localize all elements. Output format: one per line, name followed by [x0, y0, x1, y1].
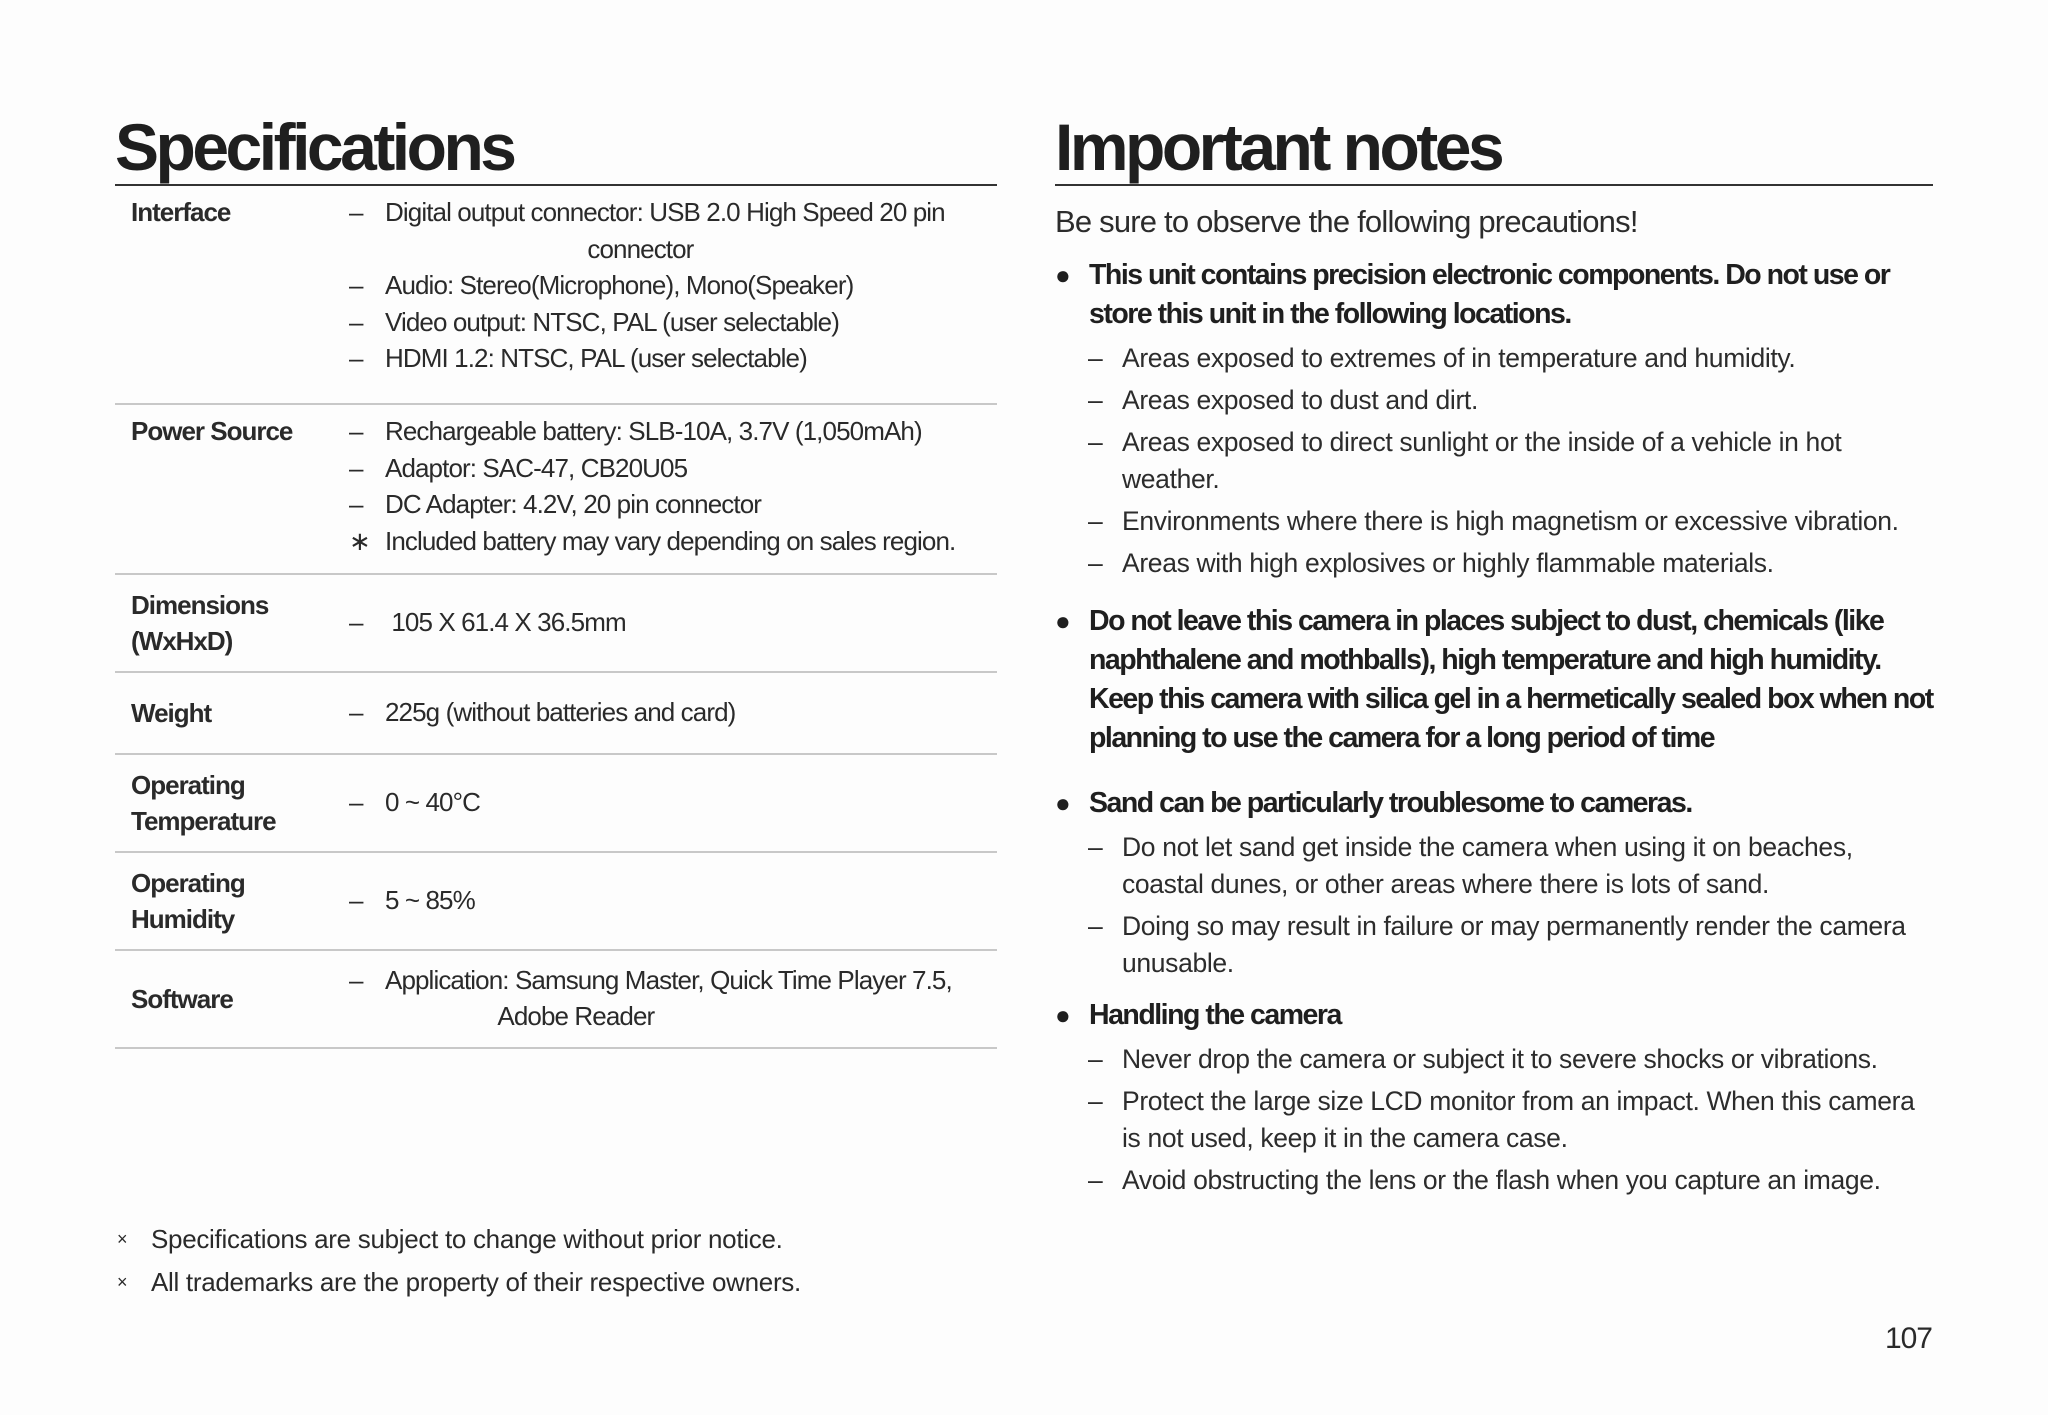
list-item-text: Do not let sand get inside the camera when using it on beaches, coastal dunes, or other areas where there is lots of sand.	[1122, 832, 1853, 899]
spec-value-text: 5 ~ 85%	[385, 884, 475, 915]
list-item: – Areas with high explosives or highly flammable materials.	[1055, 545, 1933, 582]
spec-value-text: Included battery may vary depending on sales region.	[385, 525, 956, 556]
list-item-text: Never drop the camera or subject it to severe shocks or vibrations.	[1122, 1044, 1878, 1074]
list-item: – Environments where there is high magnetism or excessive vibration.	[1055, 503, 1933, 540]
spec-values	[346, 954, 997, 1045]
list-item-text: Areas exposed to dust and dirt.	[1122, 385, 1478, 415]
spec-line: – 225g (without batteries and card)	[346, 694, 997, 731]
spec-label: Operating Humidity	[131, 868, 245, 934]
footnote-text: Specifications are subject to change without prior notice.	[151, 1224, 783, 1254]
section-heading	[1055, 784, 1933, 823]
spec-row-interface	[115, 186, 997, 405]
spec-label: Dimensions (WxHxD)	[131, 590, 269, 656]
spec-value-text: Digital output connector: USB 2.0 High Speed 20 pin	[385, 197, 945, 227]
bullet-icon: ●	[1055, 606, 1070, 636]
spec-line: – Adaptor: SAC-47, CB20U05	[346, 450, 997, 487]
spec-line: – 0 ~ 40°C	[346, 784, 997, 821]
spec-line: – HDMI 1.2: NTSC, PAL (user selectable)	[346, 340, 997, 377]
spec-label: Power Source	[131, 416, 293, 446]
list-item-text: Areas exposed to direct sunlight or the inside of a vehicle in hot weather.	[1122, 427, 1842, 494]
section-heading-text: Sand can be particularly troublesome to cameras.	[1089, 787, 1692, 819]
list-item-text: Protect the large size LCD monitor from an impact. When this camera is not used, keep it in the camera case.	[1122, 1086, 1915, 1153]
list-item-text: Areas exposed to extremes of in temperature and humidity.	[1122, 343, 1796, 373]
list-item: – Protect the large size LCD monitor from an impact. When this camera is not used, keep it in the camera case.	[1055, 1083, 1933, 1157]
notes-section	[1055, 602, 1933, 758]
spec-line: – Audio: Stereo(Microphone), Mono(Speaker)	[346, 267, 997, 304]
spec-value-text: 225g (without batteries and card)	[385, 696, 736, 727]
section-heading-text: Do not leave this camera in places subject to dust, chemicals (like naphthalene and mothballs), high temperature and high humidity. Keep this camera with silica gel in a hermetically sealed box when not planning to use the camera for a long period of time	[1089, 605, 1933, 754]
list-item: – Do not let sand get inside the camera when using it on beaches, coastal dunes, or other areas where there is lots of sand.	[1055, 829, 1933, 903]
important-notes-column	[1055, 110, 1933, 1204]
list-item-text: Doing so may result in failure or may permanently render the camera unusable.	[1122, 911, 1906, 978]
spec-row-operating-temperature	[115, 755, 997, 853]
spec-value-text: Application: Samsung Master, Quick Time Player 7.5,	[385, 964, 952, 995]
list-item-text: Areas with high explosives or highly flammable materials.	[1122, 548, 1774, 578]
section-items	[1055, 1041, 1933, 1199]
spec-value-text: Video output: NTSC, PAL (user selectable)	[385, 306, 839, 337]
spec-values	[311, 596, 997, 651]
footnote-mark: ×	[117, 1229, 128, 1249]
section-heading-text: Handling the camera	[1089, 999, 1341, 1031]
spec-line: – 5 ~ 85%	[346, 882, 997, 919]
spec-line: – 105 X 61.4 X 36.5mm	[346, 604, 997, 641]
list-item: – Avoid obstructing the lens or the flash when you capture an image.	[1055, 1162, 1933, 1199]
notes-intro: Be sure to observe the following precautions!	[1055, 204, 1638, 239]
spec-label: Software	[131, 984, 233, 1014]
spec-value-text: Audio: Stereo(Microphone), Mono(Speaker)	[385, 270, 854, 300]
spec-label: Weight	[131, 698, 212, 728]
spec-value-text: DC Adapter: 4.2V, 20 pin connector	[385, 489, 762, 519]
section-heading	[1055, 996, 1933, 1035]
footnote-text: All trademarks are the property of their respective owners.	[151, 1267, 801, 1297]
specifications-column	[115, 110, 997, 1049]
spec-row-power-source	[115, 405, 997, 575]
spec-label: Interface	[131, 197, 231, 227]
spec-value-text: Adobe Reader	[385, 1001, 655, 1031]
spec-values	[346, 405, 997, 569]
spec-value-text: Adaptor: SAC-47, CB20U05	[385, 452, 688, 483]
page-number: 107	[1884, 1322, 1932, 1355]
spec-line: – Rechargeable battery: SLB-10A, 3.7V (1,050mAh)	[346, 413, 997, 450]
footnote-mark: ×	[117, 1272, 128, 1292]
spec-value-text: Rechargeable battery: SLB-10A, 3.7V (1,050mAh)	[385, 416, 922, 446]
specification-footnotes	[115, 1218, 1015, 1304]
spec-line	[346, 231, 997, 268]
list-item-text: Environments where there is high magnetism or excessive vibration.	[1122, 506, 1899, 536]
list-item: – Doing so may result in failure or may permanently render the camera unusable.	[1055, 908, 1933, 982]
list-item: – Areas exposed to extremes of in temperature and humidity.	[1055, 340, 1933, 377]
spec-line	[346, 998, 997, 1035]
spec-value-text: 0 ~ 40°C	[385, 786, 480, 817]
section-items	[1055, 340, 1933, 582]
notes-section	[1055, 996, 1933, 1199]
spec-line: – DC Adapter: 4.2V, 20 pin connector	[346, 486, 997, 523]
section-heading	[1055, 602, 1933, 758]
spec-row-weight	[115, 673, 997, 755]
spec-value-text: HDMI 1.2: NTSC, PAL (user selectable)	[385, 343, 807, 373]
bullet-icon: ●	[1055, 1000, 1070, 1030]
specifications-title: Specifications	[115, 110, 997, 186]
spec-row-operating-humidity	[115, 853, 997, 951]
spec-values	[311, 874, 997, 929]
spec-line: – Video output: NTSC, PAL (user selectable)	[346, 304, 997, 341]
section-heading-text: This unit contains precision electronic components. Do not use or store this unit in the following locations.	[1089, 259, 1890, 330]
spec-line: ∗ Included battery may vary depending on sales region.	[346, 523, 997, 560]
spec-value-text: connector	[385, 233, 694, 264]
spec-table	[115, 186, 997, 1049]
section-heading	[1055, 256, 1933, 334]
spec-label: Operating Temperature	[131, 770, 276, 836]
spec-row-software	[115, 951, 997, 1049]
notes-section	[1055, 256, 1933, 582]
list-item: – Areas exposed to direct sunlight or the inside of a vehicle in hot weather.	[1055, 424, 1933, 498]
notes-section	[1055, 784, 1933, 982]
spec-values	[346, 686, 997, 741]
spec-values	[311, 776, 997, 831]
bullet-icon: ●	[1055, 788, 1070, 818]
list-item: – Areas exposed to dust and dirt.	[1055, 382, 1933, 419]
spec-line: – Application: Samsung Master, Quick Time Player 7.5,	[346, 962, 997, 999]
spec-values	[346, 186, 997, 387]
footnote	[115, 1261, 1015, 1304]
section-items	[1055, 829, 1933, 982]
list-item: – Never drop the camera or subject it to severe shocks or vibrations.	[1055, 1041, 1933, 1078]
spec-row-dimensions	[115, 575, 997, 673]
important-notes-title: Important notes	[1055, 110, 1933, 186]
spec-value-text: 105 X 61.4 X 36.5mm	[385, 606, 626, 637]
list-item-text: Avoid obstructing the lens or the flash when you capture an image.	[1122, 1165, 1881, 1195]
spec-line: – Digital output connector: USB 2.0 High Speed 20 pin	[346, 194, 997, 231]
footnote	[115, 1218, 1015, 1261]
bullet-icon: ●	[1055, 260, 1070, 290]
